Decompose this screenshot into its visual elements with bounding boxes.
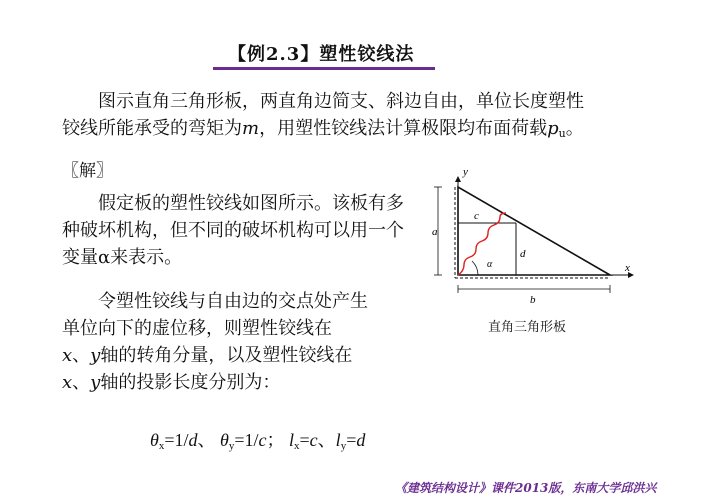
theta-symbol: θ: [220, 430, 229, 450]
triangle-outline: [458, 187, 610, 275]
solution-label: 〖解〗: [62, 161, 113, 181]
figure-caption: 直角三角形板: [488, 320, 567, 335]
var-d: d: [356, 430, 366, 450]
line: 令塑性铰线与自由边的交点处产生: [98, 291, 368, 312]
label-d: d: [520, 248, 526, 260]
line: [62, 369, 408, 396]
var-c: c: [309, 430, 318, 450]
text: =1/: [234, 430, 259, 450]
text: =: [346, 430, 357, 450]
var-l: l: [335, 430, 341, 450]
label-a: a: [432, 226, 438, 238]
text: 轴的转角分量，以及塑性铰线在: [100, 345, 353, 366]
text: 铰线所能承受的弯矩为: [62, 118, 242, 139]
axis-x: x: [62, 345, 73, 366]
text: 轴的投影长度分别为：: [100, 372, 281, 393]
axis-x: x: [62, 372, 73, 393]
load-symbol: p: [547, 118, 559, 139]
var-c: c: [258, 430, 267, 450]
axis-y: y: [90, 372, 101, 393]
equation-line: [150, 426, 365, 452]
text: ；: [266, 430, 285, 450]
theta-symbol: θ: [150, 430, 159, 450]
plastic-hinge-line: [458, 213, 506, 275]
slide-title: 【例2.3】塑性铰线法: [228, 44, 415, 65]
solution-paragraph-2: [62, 288, 408, 396]
text: 、: [317, 430, 336, 450]
problem-line-1: 图示直角三角形板，两直角边简支、斜边自由，单位长度塑性: [98, 91, 584, 112]
text: 、: [72, 345, 91, 366]
course-footer: 《建筑结构设计》课件2013版，东南大学邱洪兴: [395, 481, 657, 495]
label-x: x: [625, 262, 630, 274]
text: ，用塑性铰线法计算极限均布面荷载: [259, 118, 548, 139]
var-l: l: [289, 430, 295, 450]
text: 、: [72, 372, 91, 393]
moment-symbol: m: [242, 118, 260, 139]
sub-y: y: [228, 440, 235, 452]
text: 、: [197, 430, 220, 450]
text: =: [299, 430, 310, 450]
solution-paragraph-1: 假定板的塑性铰线如图所示。该板有多种破坏机构，但不同的破坏机构可以用一个变量α来表示。: [62, 193, 404, 268]
axis-y: y: [90, 345, 101, 366]
problem-statement: [62, 88, 662, 147]
line: 单位向下的虚位移，则塑性铰线在: [62, 318, 332, 339]
label-y: y: [463, 166, 468, 178]
triangle-plate-figure: [428, 163, 648, 313]
text: =1/: [164, 430, 189, 450]
sub-x: x: [294, 440, 300, 452]
angle-arc: [472, 261, 478, 275]
label-b: b: [530, 294, 536, 306]
load-subscript: u: [558, 127, 566, 140]
sub-y: y: [340, 440, 347, 452]
label-c: c: [474, 210, 479, 222]
sub-x: x: [158, 440, 165, 452]
problem-line-2: [62, 115, 662, 147]
label-alpha: α: [487, 259, 493, 270]
title-underline: [213, 67, 435, 70]
text: 。: [565, 118, 584, 139]
line: [62, 342, 408, 369]
var-d: d: [188, 430, 198, 450]
